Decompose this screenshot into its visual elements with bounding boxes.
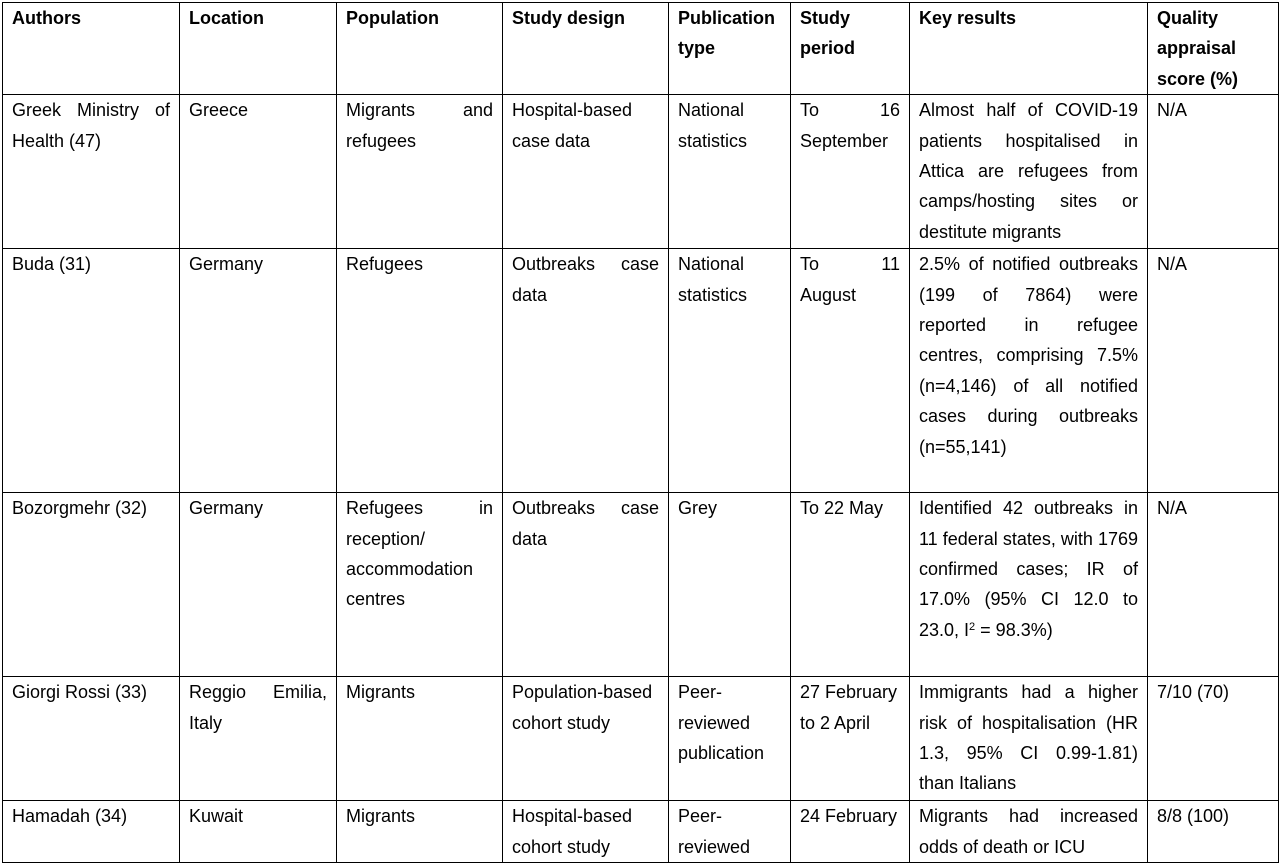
table-row: [3, 95, 1279, 249]
cell-quality-score: 7/10 (70): [1148, 677, 1279, 801]
table-row: [3, 801, 1279, 863]
key-results-text: Identified 42 outbreaks in 11 federal states, with 1769 confirmed cases; IR of 17.0% (95% CI 12.0 to 23.0, I: [919, 498, 1138, 640]
key-results-text-end: = 98.3%): [975, 619, 1053, 640]
cell-authors: Giorgi Rossi (33): [3, 677, 180, 801]
cell-key-results: Almost half of COVID-19 patients hospitalised in Attica are refugees from camps/hosting sites or destitute migrants: [910, 95, 1148, 249]
cell-population: Migrants: [337, 801, 503, 863]
cell-location: Germany: [180, 493, 337, 677]
cell-authors: Bozorgmehr (32): [3, 493, 180, 677]
cell-publication-type: Peer-reviewed publication: [669, 677, 791, 801]
header-key-results: Key results: [910, 3, 1148, 95]
cell-key-results: Immigrants had a higher risk of hospitalisation (HR 1.3, 95% CI 0.99-1.81) than Italians: [910, 677, 1148, 801]
superscript-two: 2: [969, 620, 976, 633]
cell-location: Reggio Emilia, Italy: [180, 677, 337, 801]
table-row: [3, 493, 1279, 677]
cell-authors: Hamadah (34): [3, 801, 180, 863]
cell-study-period: To 22 May: [791, 493, 910, 677]
table-header-row: [3, 3, 1279, 95]
header-population: Population: [337, 3, 503, 95]
cell-publication-type: National statistics: [669, 95, 791, 249]
header-publication-type: Publication type: [669, 3, 791, 95]
cell-authors: Greek Ministry of Health (47): [3, 95, 180, 249]
cell-population: Refugees in reception/ accommodation centres: [337, 493, 503, 677]
cell-quality-score: N/A: [1148, 95, 1279, 249]
table-row: [3, 677, 1279, 801]
cell-population: Migrants and refugees: [337, 95, 503, 249]
cell-population: Migrants: [337, 677, 503, 801]
cell-study-period: To 11 August: [791, 249, 910, 493]
cell-study-period: To 16 September: [791, 95, 910, 249]
cell-study-design: Outbreaks case data: [503, 493, 669, 677]
cell-study-design: Population-based cohort study: [503, 677, 669, 801]
cell-location: Kuwait: [180, 801, 337, 863]
cell-location: Germany: [180, 249, 337, 493]
cell-study-period: 24 February: [791, 801, 910, 863]
cell-key-results: 2.5% of notified outbreaks (199 of 7864) were reported in refugee centres, comprising 7.5% (n=4,146) of all notified cases during outbreaks (n=55,141): [910, 249, 1148, 493]
cell-study-design: Outbreaks case data: [503, 249, 669, 493]
cell-quality-score: N/A: [1148, 493, 1279, 677]
cell-study-design: Hospital-based cohort study: [503, 801, 669, 863]
cell-publication-type: Peer-reviewed: [669, 801, 791, 863]
table-row: [3, 249, 1279, 493]
cell-key-results: [910, 493, 1148, 677]
cell-location: Greece: [180, 95, 337, 249]
header-study-design: Study design: [503, 3, 669, 95]
cell-publication-type: National statistics: [669, 249, 791, 493]
cell-key-results: Migrants had increased odds of death or ICU: [910, 801, 1148, 863]
header-study-period: Study period: [791, 3, 910, 95]
header-authors: Authors: [3, 3, 180, 95]
cell-study-period: 27 February to 2 April: [791, 677, 910, 801]
header-quality-score: Quality appraisal score (%): [1148, 3, 1279, 95]
cell-authors: Buda (31): [3, 249, 180, 493]
cell-study-design: Hospital-based case data: [503, 95, 669, 249]
cell-quality-score: 8/8 (100): [1148, 801, 1279, 863]
header-location: Location: [180, 3, 337, 95]
studies-table: [2, 2, 1279, 863]
cell-publication-type: Grey: [669, 493, 791, 677]
cell-population: Refugees: [337, 249, 503, 493]
cell-quality-score: N/A: [1148, 249, 1279, 493]
